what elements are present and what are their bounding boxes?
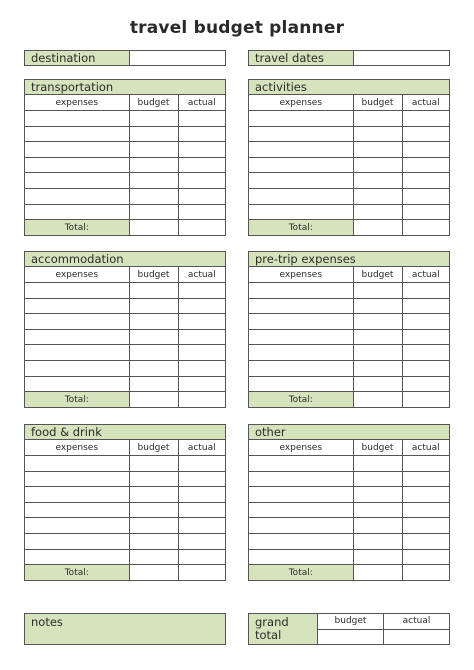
actual-cell[interactable] [178, 361, 225, 377]
budget-cell[interactable] [353, 283, 402, 299]
budget-cell[interactable] [129, 111, 178, 127]
budget-cell[interactable] [353, 204, 402, 220]
expense-cell[interactable] [25, 157, 129, 173]
budget-header: budget [129, 267, 178, 283]
grand-actual-header: actual [383, 614, 449, 629]
budget-cell[interactable] [129, 534, 178, 550]
budget-cell[interactable] [129, 173, 178, 189]
expense-cell[interactable] [249, 549, 353, 565]
budget-cell[interactable] [129, 126, 178, 142]
expense-cell[interactable] [249, 111, 353, 127]
actual-cell[interactable] [178, 126, 225, 142]
expense-cell[interactable] [249, 502, 353, 518]
budget-cell[interactable] [129, 549, 178, 565]
table-header-row [249, 95, 449, 111]
actual-header: actual [402, 95, 449, 111]
actual-header: actual [178, 95, 225, 111]
actual-cell[interactable] [178, 502, 225, 518]
actual-cell[interactable] [402, 111, 449, 127]
expense-cell[interactable] [25, 142, 129, 158]
total-budget-cell[interactable] [353, 220, 402, 236]
grand-value-row [318, 629, 449, 645]
actual-cell[interactable] [178, 173, 225, 189]
grand-label-line1: grand [255, 615, 289, 629]
table-row [25, 298, 225, 314]
total-label: Total: [25, 392, 129, 408]
total-actual-cell[interactable] [402, 392, 449, 408]
expense-cell[interactable] [249, 189, 353, 205]
budget-cell[interactable] [353, 361, 402, 377]
total-row [25, 392, 225, 408]
expense-cell[interactable] [249, 283, 353, 299]
table-row [25, 283, 225, 299]
budget-cell[interactable] [129, 518, 178, 534]
expense-cell[interactable] [249, 142, 353, 158]
expense-cell[interactable] [249, 456, 353, 472]
destination-input[interactable] [130, 51, 225, 65]
budget-cell[interactable] [353, 173, 402, 189]
budget-cell[interactable] [129, 189, 178, 205]
expenses-header: expenses [25, 95, 129, 111]
table-header-row [249, 440, 449, 456]
budget-cell[interactable] [129, 487, 178, 503]
expenses-header: expenses [25, 440, 129, 456]
actual-cell[interactable] [402, 345, 449, 361]
table-row [249, 142, 449, 158]
table-row [25, 534, 225, 550]
actual-cell[interactable] [402, 549, 449, 565]
grand-total-columns [318, 614, 449, 644]
total-row [249, 392, 449, 408]
expense-cell[interactable] [249, 361, 353, 377]
table-row [249, 502, 449, 518]
table-header-row [25, 440, 225, 456]
grand-header-row [318, 614, 449, 629]
budget-cell[interactable] [353, 111, 402, 127]
actual-cell[interactable] [178, 549, 225, 565]
actual-cell[interactable] [402, 361, 449, 377]
expenses-header: expenses [249, 440, 353, 456]
expense-cell[interactable] [25, 487, 129, 503]
section-title: food & drink [25, 425, 225, 440]
budget-cell[interactable] [353, 518, 402, 534]
table-row [25, 487, 225, 503]
table-row [25, 456, 225, 472]
actual-cell[interactable] [402, 142, 449, 158]
table-row [249, 534, 449, 550]
total-budget-cell[interactable] [353, 565, 402, 581]
budget-cell[interactable] [353, 376, 402, 392]
table-row [249, 471, 449, 487]
budget-cell[interactable] [353, 329, 402, 345]
grand-budget-value[interactable] [318, 630, 383, 645]
table-row [25, 142, 225, 158]
expense-cell[interactable] [25, 518, 129, 534]
travel-dates-label: travel dates [249, 51, 354, 65]
budget-cell[interactable] [353, 298, 402, 314]
table-row [25, 502, 225, 518]
table-row [25, 549, 225, 565]
expense-cell[interactable] [249, 345, 353, 361]
section-title: activities [249, 80, 449, 95]
table-row [249, 283, 449, 299]
actual-cell[interactable] [402, 204, 449, 220]
table-row [25, 376, 225, 392]
expense-cell[interactable] [25, 361, 129, 377]
destination-label: destination [25, 51, 130, 65]
total-actual-cell[interactable] [402, 220, 449, 236]
actual-cell[interactable] [178, 283, 225, 299]
table-row [249, 173, 449, 189]
destination-field[interactable] [24, 50, 226, 66]
total-label: Total: [249, 220, 353, 236]
table-row [249, 204, 449, 220]
budget-cell[interactable] [129, 502, 178, 518]
table-row [249, 549, 449, 565]
total-label: Total: [25, 565, 129, 581]
actual-header: actual [178, 440, 225, 456]
total-budget-cell[interactable] [353, 392, 402, 408]
actual-cell[interactable] [178, 142, 225, 158]
expense-cell[interactable] [25, 345, 129, 361]
table-row [25, 314, 225, 330]
table-header-row [249, 267, 449, 283]
section-title: accommodation [25, 252, 225, 267]
actual-cell[interactable] [178, 518, 225, 534]
actual-cell[interactable] [402, 126, 449, 142]
expense-cell[interactable] [25, 456, 129, 472]
table-row [249, 329, 449, 345]
section-title: pre-trip expenses [249, 252, 449, 267]
actual-cell[interactable] [402, 518, 449, 534]
budget-cell[interactable] [353, 534, 402, 550]
expense-cell[interactable] [25, 502, 129, 518]
notes-label: notes [31, 615, 63, 629]
table-row [25, 204, 225, 220]
actual-cell[interactable] [402, 189, 449, 205]
table-row [25, 126, 225, 142]
expense-cell[interactable] [25, 329, 129, 345]
actual-cell[interactable] [178, 298, 225, 314]
table-row [249, 376, 449, 392]
actual-cell[interactable] [178, 329, 225, 345]
actual-cell[interactable] [402, 329, 449, 345]
section-title: transportation [25, 80, 225, 95]
expense-cell[interactable] [249, 329, 353, 345]
budget-cell[interactable] [129, 329, 178, 345]
budget-cell[interactable] [353, 549, 402, 565]
expense-cell[interactable] [249, 126, 353, 142]
actual-cell[interactable] [402, 173, 449, 189]
table-row [25, 361, 225, 377]
budget-cell[interactable] [129, 345, 178, 361]
table-header-row [25, 95, 225, 111]
expenses-header: expenses [249, 95, 353, 111]
section-food-drink [24, 424, 226, 581]
expense-table [25, 267, 225, 407]
total-actual-cell[interactable] [178, 565, 225, 581]
actual-cell[interactable] [178, 471, 225, 487]
table-row [249, 361, 449, 377]
actual-cell[interactable] [178, 189, 225, 205]
section-pre-trip-expenses [248, 251, 450, 408]
actual-cell[interactable] [402, 487, 449, 503]
actual-cell[interactable] [402, 314, 449, 330]
actual-header: actual [178, 267, 225, 283]
expense-cell[interactable] [249, 518, 353, 534]
total-budget-cell[interactable] [129, 220, 178, 236]
budget-cell[interactable] [129, 314, 178, 330]
expense-cell[interactable] [249, 314, 353, 330]
expense-cell[interactable] [25, 471, 129, 487]
actual-cell[interactable] [402, 471, 449, 487]
table-row [249, 518, 449, 534]
section-activities [248, 79, 450, 236]
table-row [25, 189, 225, 205]
budget-cell[interactable] [353, 126, 402, 142]
total-actual-cell[interactable] [402, 565, 449, 581]
table-row [249, 126, 449, 142]
table-row [249, 487, 449, 503]
expenses-header: expenses [25, 267, 129, 283]
expense-table [249, 440, 449, 580]
actual-cell[interactable] [402, 534, 449, 550]
budget-cell[interactable] [353, 456, 402, 472]
budget-cell[interactable] [129, 456, 178, 472]
expense-cell[interactable] [25, 189, 129, 205]
grand-label-line2: total [255, 628, 282, 642]
budget-cell[interactable] [129, 376, 178, 392]
expense-cell[interactable] [249, 376, 353, 392]
table-row [25, 173, 225, 189]
table-row [25, 111, 225, 127]
expense-cell[interactable] [25, 283, 129, 299]
grand-total-box [248, 613, 450, 645]
section-transportation [24, 79, 226, 236]
table-row [249, 298, 449, 314]
expense-cell[interactable] [249, 471, 353, 487]
actual-header: actual [402, 440, 449, 456]
table-header-row [25, 267, 225, 283]
total-budget-cell[interactable] [129, 565, 178, 581]
expense-cell[interactable] [249, 298, 353, 314]
actual-cell[interactable] [402, 298, 449, 314]
section-title: other [249, 425, 449, 440]
actual-cell[interactable] [178, 314, 225, 330]
expense-cell[interactable] [249, 487, 353, 503]
total-label: Total: [249, 565, 353, 581]
actual-cell[interactable] [402, 283, 449, 299]
total-label: Total: [25, 220, 129, 236]
table-row [25, 471, 225, 487]
table-row [25, 329, 225, 345]
budget-header: budget [129, 95, 178, 111]
expense-cell[interactable] [25, 126, 129, 142]
actual-cell[interactable] [178, 376, 225, 392]
expense-table [249, 95, 449, 235]
expense-cell[interactable] [25, 314, 129, 330]
budget-header: budget [353, 95, 402, 111]
budget-cell[interactable] [353, 142, 402, 158]
notes-box[interactable] [24, 613, 226, 645]
budget-cell[interactable] [353, 345, 402, 361]
expense-cell[interactable] [25, 111, 129, 127]
grand-budget-header: budget [334, 616, 367, 626]
budget-header: budget [129, 440, 178, 456]
actual-cell[interactable] [402, 376, 449, 392]
travel-dates-input[interactable] [354, 51, 449, 65]
expense-cell[interactable] [249, 157, 353, 173]
actual-cell[interactable] [178, 456, 225, 472]
budget-cell[interactable] [129, 157, 178, 173]
actual-cell[interactable] [178, 157, 225, 173]
budget-cell[interactable] [129, 142, 178, 158]
total-row [25, 220, 225, 236]
grand-total-label [249, 614, 318, 644]
actual-cell[interactable] [402, 157, 449, 173]
total-row [25, 565, 225, 581]
expense-cell[interactable] [25, 298, 129, 314]
budget-cell[interactable] [353, 157, 402, 173]
budget-cell[interactable] [353, 189, 402, 205]
table-row [25, 157, 225, 173]
table-row [249, 189, 449, 205]
expense-cell[interactable] [25, 204, 129, 220]
page-title: travel budget planner [129, 18, 345, 38]
actual-cell[interactable] [178, 487, 225, 503]
budget-cell[interactable] [129, 204, 178, 220]
budget-header: budget [353, 440, 402, 456]
budget-cell[interactable] [129, 471, 178, 487]
actual-header: actual [402, 267, 449, 283]
total-label: Total: [249, 392, 353, 408]
grand-actual-value[interactable] [383, 630, 449, 645]
travel-dates-field[interactable] [248, 50, 450, 66]
expense-cell[interactable] [25, 534, 129, 550]
budget-cell[interactable] [129, 361, 178, 377]
actual-cell[interactable] [178, 534, 225, 550]
expense-table [25, 95, 225, 235]
expense-cell[interactable] [249, 204, 353, 220]
table-row [249, 456, 449, 472]
total-row [249, 220, 449, 236]
table-row [249, 111, 449, 127]
total-budget-cell[interactable] [129, 392, 178, 408]
total-actual-cell[interactable] [178, 392, 225, 408]
expense-table [25, 440, 225, 580]
table-row [249, 157, 449, 173]
section-accommodation [24, 251, 226, 408]
total-row [249, 565, 449, 581]
budget-cell[interactable] [353, 487, 402, 503]
budget-cell[interactable] [353, 314, 402, 330]
expense-cell[interactable] [25, 173, 129, 189]
section-other [248, 424, 450, 581]
actual-cell[interactable] [178, 345, 225, 361]
total-actual-cell[interactable] [178, 220, 225, 236]
table-row [25, 345, 225, 361]
expense-table [249, 267, 449, 407]
actual-cell[interactable] [178, 111, 225, 127]
actual-cell[interactable] [402, 502, 449, 518]
expense-cell[interactable] [249, 173, 353, 189]
table-row [25, 518, 225, 534]
expense-cell[interactable] [25, 549, 129, 565]
expenses-header: expenses [249, 267, 353, 283]
budget-cell[interactable] [353, 502, 402, 518]
budget-cell[interactable] [353, 471, 402, 487]
budget-cell[interactable] [129, 298, 178, 314]
expense-cell[interactable] [25, 376, 129, 392]
table-row [249, 314, 449, 330]
expense-cell[interactable] [249, 534, 353, 550]
table-row [249, 345, 449, 361]
budget-cell[interactable] [129, 283, 178, 299]
budget-header: budget [353, 267, 402, 283]
actual-cell[interactable] [178, 204, 225, 220]
actual-cell[interactable] [402, 456, 449, 472]
